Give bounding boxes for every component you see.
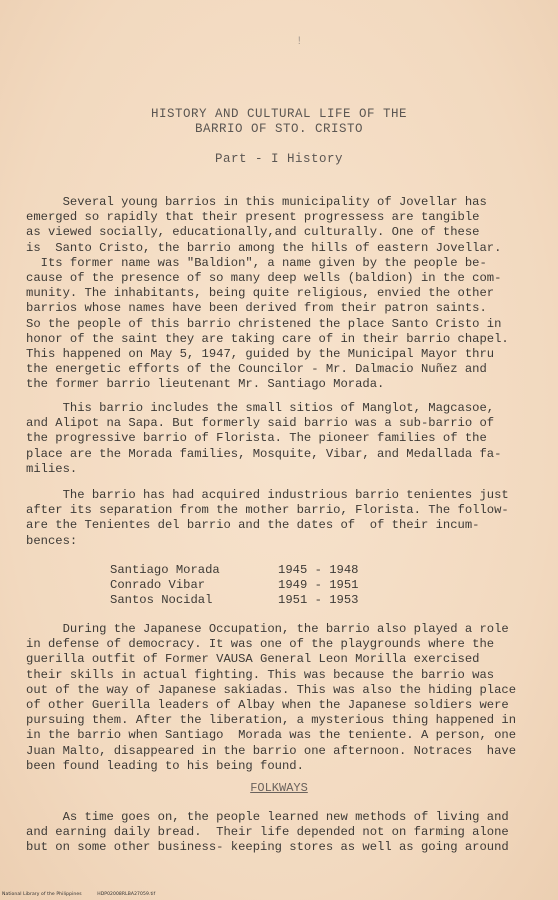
paragraph-folkways xyxy=(26,810,532,856)
text-line: the progressive barrio of Florista. The pioneer families of the xyxy=(26,431,487,446)
text-line: is Santo Cristo, the barrio among the hills of eastern Jovellar. xyxy=(26,240,502,255)
scan-footer xyxy=(2,892,169,897)
text-line: milies. xyxy=(26,461,78,476)
text-line: and Alipot na Sapa. But formerly said barrio was a sub-barrio of xyxy=(26,416,495,431)
text-line: pursuing them. After the liberation, a mysterious thing happened in xyxy=(26,713,517,728)
paragraph-japanese-occupation xyxy=(26,622,532,774)
text-line: after its separation from the mother barrio, Florista. The follow- xyxy=(26,503,509,518)
text-line: emerged so rapidly that their present progressess are tangible xyxy=(26,210,480,225)
text-line: are the Tenientes del barrio and the dates of of their incum- xyxy=(26,518,480,533)
paragraph-sitios xyxy=(26,401,532,477)
text-line: bences: xyxy=(26,533,78,548)
teniente-dates: 1949 - 1951 xyxy=(278,578,359,592)
folkways-heading: FOLKWAYS xyxy=(250,781,308,795)
footer-library: National Library of the Philippines xyxy=(2,892,82,897)
text-line: munity. The inhabitants, being quite religious, envied the other xyxy=(26,286,495,301)
text-line: During the Japanese Occupation, the barrio also played a role xyxy=(26,622,509,636)
teniente-name: Santiago Morada xyxy=(110,563,220,577)
text-line: of other Guerilla leaders of Albay when the Japanese soldiers were xyxy=(26,698,509,713)
text-line: place are the Morada families, Mosquite, Vibar, and Medallada fa- xyxy=(26,446,502,461)
text-line: So the people of this barrio christened the place Santo Cristo in xyxy=(26,316,502,331)
text-line: barrios whose names have been derived from their patron saints. xyxy=(26,301,487,316)
text-line: As time goes on, the people learned new methods of living and xyxy=(26,810,509,824)
text-line: cause of the presence of so many deep wells (baldion) in the com- xyxy=(26,271,502,286)
teniente-dates: 1951 - 1953 xyxy=(278,593,359,607)
text-line: their skills in actual fighting. This was because the barrio was xyxy=(26,667,495,682)
page-mark: ! xyxy=(296,36,303,48)
text-line: the energetic efforts of the Councilor - Mr. Dalmacio Nuñez and xyxy=(26,362,487,377)
text-line: The barrio has had acquired industrious barrio tenientes just xyxy=(26,488,509,502)
text-line: out of the way of Japanese sakiadas. This was also the hiding place xyxy=(26,682,517,697)
text-line: This happened on May 5, 1947, guided by the Municipal Mayor thru xyxy=(26,347,495,362)
text-line: in the barrio when Santiago Morada was the teniente. A person, one xyxy=(26,728,517,743)
text-line: the former barrio lieutenant Mr. Santiago Morada. xyxy=(26,377,385,392)
table-row xyxy=(110,593,358,608)
teniente-dates: 1945 - 1948 xyxy=(278,563,359,577)
table-row xyxy=(110,578,358,593)
text-line: and earning daily bread. Their life depended not on farming alone xyxy=(26,825,509,840)
text-line: Juan Malto, disappeared in the barrio one afternoon. Notraces have xyxy=(26,743,517,758)
part-heading: Part - I History xyxy=(214,152,344,166)
text-line: in defense of democracy. It was one of the playgrounds where the xyxy=(26,637,495,652)
text-line: This barrio includes the small sitios of Manglot, Magcasoe, xyxy=(26,401,495,415)
teniente-name: Santos Nocidal xyxy=(110,593,213,607)
text-line: guerilla outfit of Former VAUSA General Leon Morilla exercised xyxy=(26,652,480,667)
paragraph-tenientes xyxy=(26,488,532,549)
table-row xyxy=(110,563,358,578)
text-line: but on some other business- keeping stores as well as going around xyxy=(26,840,509,855)
text-line: honor of the saint they are taking care of in their barrio chapel. xyxy=(26,331,509,346)
teniente-name: Conrado Vibar xyxy=(110,578,206,592)
paragraph-history-intro xyxy=(26,195,532,393)
document-title-line2: BARRIO OF STO. CRISTO xyxy=(194,122,364,136)
text-line: Several young barrios in this municipality of Jovellar has xyxy=(26,195,487,209)
footer-file-id: HDP02008RLBA27059.tif xyxy=(97,892,156,897)
text-line: as viewed socially, educationally,and culturally. One of these xyxy=(26,225,480,240)
tenientes-table xyxy=(110,563,358,608)
text-line: Its former name was "Baldion", a name given by the people be- xyxy=(26,255,487,270)
text-line: been found leading to his being found. xyxy=(26,758,304,773)
document-title-line1: HISTORY AND CULTURAL LIFE OF THE xyxy=(150,107,408,121)
